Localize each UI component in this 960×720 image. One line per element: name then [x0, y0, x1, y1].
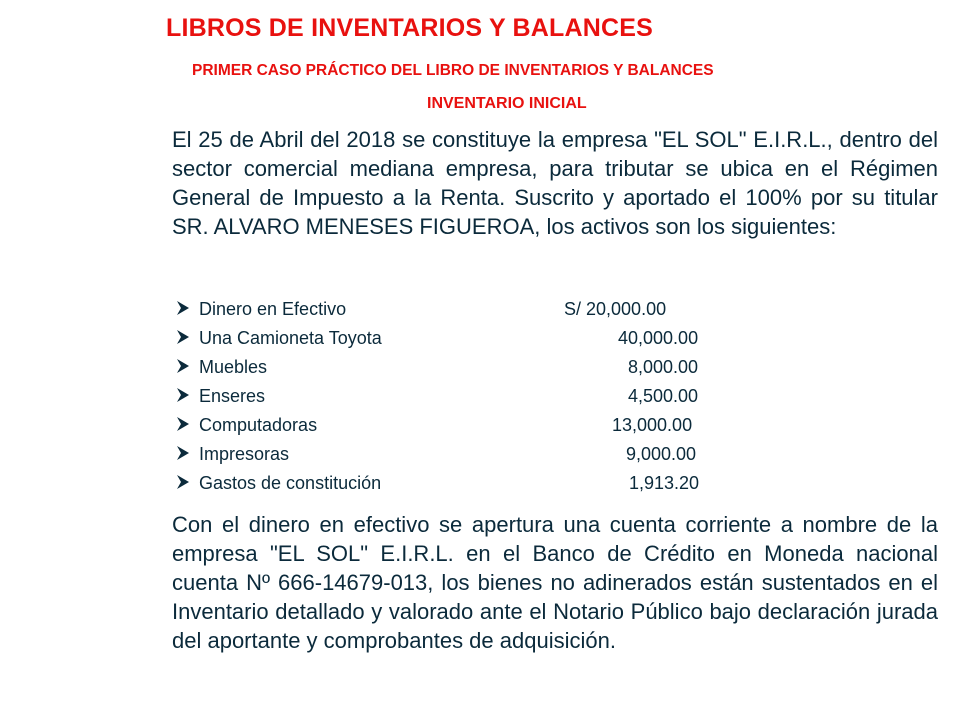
- asset-value: 9,000.00: [626, 444, 697, 464]
- closing-paragraph: Con el dinero en efectivo se apertura una cuenta corriente a nombre de la empresa "EL SOL" E.I.R.L. en el Banco de Crédito en Moneda nacional cuenta Nº 666-14679-013, los bienes no adinerados están sustentados en el Inventario detallado y valorado ante el Notario Público bajo declaración jurada del aportante y comprobantes de adquisición.: [172, 512, 938, 653]
- arrow-bullet-icon: [176, 415, 190, 433]
- asset-label: Muebles: [199, 357, 268, 377]
- intro-paragraph: El 25 de Abril del 2018 se constituye la empresa "EL SOL" E.I.R.L., dentro del sector comercial mediana empresa, para tributar se ubica en el Régimen General de Impuesto a la Renta. Suscrito y aportado el 100% por su titular SR. ALVARO MENESES FIGUEROA, los activos son los siguientes:: [172, 127, 938, 239]
- section-heading: INVENTARIO INICIAL: [427, 95, 587, 112]
- asset-list: [176, 297, 736, 500]
- asset-label: Enseres: [199, 386, 266, 406]
- arrow-bullet-icon: [176, 328, 190, 346]
- arrow-bullet-icon: [176, 299, 190, 317]
- asset-value: 4,500.00: [628, 386, 699, 406]
- asset-label: Dinero en Efectivo: [199, 299, 347, 319]
- arrow-bullet-icon: [176, 357, 190, 375]
- asset-label: Impresoras: [199, 444, 290, 464]
- arrow-bullet-icon: [176, 473, 190, 491]
- arrow-bullet-icon: [176, 386, 190, 404]
- document-title: LIBROS DE INVENTARIOS Y BALANCES: [166, 14, 654, 42]
- document-subtitle: PRIMER CASO PRÁCTICO DEL LIBRO DE INVENTARIOS Y BALANCES: [192, 62, 714, 79]
- asset-item: [176, 384, 736, 413]
- asset-item: [176, 471, 736, 500]
- asset-item: [176, 413, 736, 442]
- asset-value: 40,000.00: [618, 328, 699, 348]
- asset-value: 13,000.00: [612, 415, 693, 435]
- asset-item: [176, 297, 736, 326]
- asset-item: [176, 326, 736, 355]
- asset-value: 1,913.20: [629, 473, 700, 493]
- asset-value: 8,000.00: [628, 357, 699, 377]
- asset-label: Una Camioneta Toyota: [199, 328, 382, 348]
- asset-item: [176, 442, 736, 471]
- asset-item: [176, 355, 736, 384]
- asset-value: S/ 20,000.00: [564, 299, 667, 319]
- arrow-bullet-icon: [176, 444, 190, 462]
- asset-label: Gastos de constitución: [199, 473, 382, 493]
- asset-label: Computadoras: [199, 415, 318, 435]
